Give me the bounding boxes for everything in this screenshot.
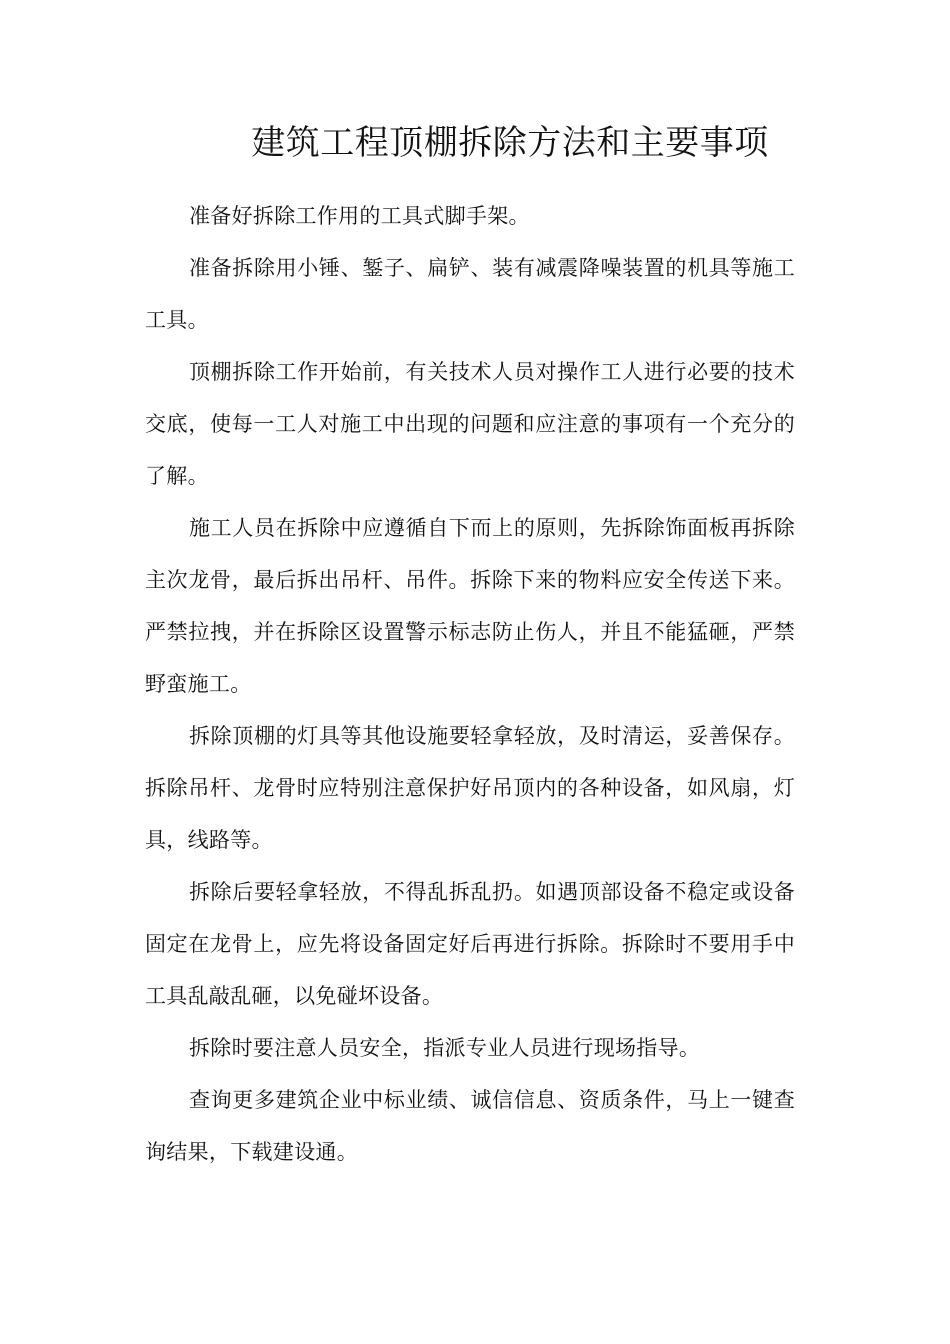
paragraph-fixtures: 拆除顶棚的灯具等其他设施要轻拿轻放，及时清运，妥善保存。拆除吊杆、龙骨时应特别注意保护好吊顶内的各种设备，如风扇，灯具，线路等。 — [145, 724, 795, 852]
paragraph-order: 施工人员在拆除中应遵循自下而上的原则，先拆除饰面板再拆除主次龙骨，最后拆出吊杆、吊件。拆除下来的物料应安全传送下来。严禁拉拽，并在拆除区设置警示标志防止伤人，并且不能猛砸，严禁野蛮施工。 — [145, 516, 795, 696]
paragraph-scaffold: 准备好拆除工作用的工具式脚手架。 — [189, 204, 530, 228]
paragraph-promo: 查询更多建筑企业中标业绩、诚信信息、资质条件，马上一键查询结果，下载建设通。 — [145, 1088, 795, 1164]
paragraph-briefing: 顶棚拆除工作开始前，有关技术人员对操作工人进行必要的技术交底，使每一工人对施工中出现的问题和应注意的事项有一个充分的了解。 — [145, 360, 795, 488]
document-title: 建筑工程顶棚拆除方法和主要事项 — [251, 123, 769, 163]
paragraph-handling: 拆除后要轻拿轻放，不得乱拆乱扔。如遇顶部设备不稳定或设备固定在龙骨上，应先将设备固定好后再进行拆除。拆除时不要用手中工具乱敲乱砸，以免碰坏设备。 — [145, 880, 795, 1008]
paragraph-tools: 准备拆除用小锤、錾子、扁铲、装有减震降噪装置的机具等施工工具。 — [145, 256, 795, 332]
paragraph-safety: 拆除时要注意人员安全，指派专业人员进行现场指导。 — [189, 1036, 701, 1060]
document-body — [145, 190, 795, 1178]
